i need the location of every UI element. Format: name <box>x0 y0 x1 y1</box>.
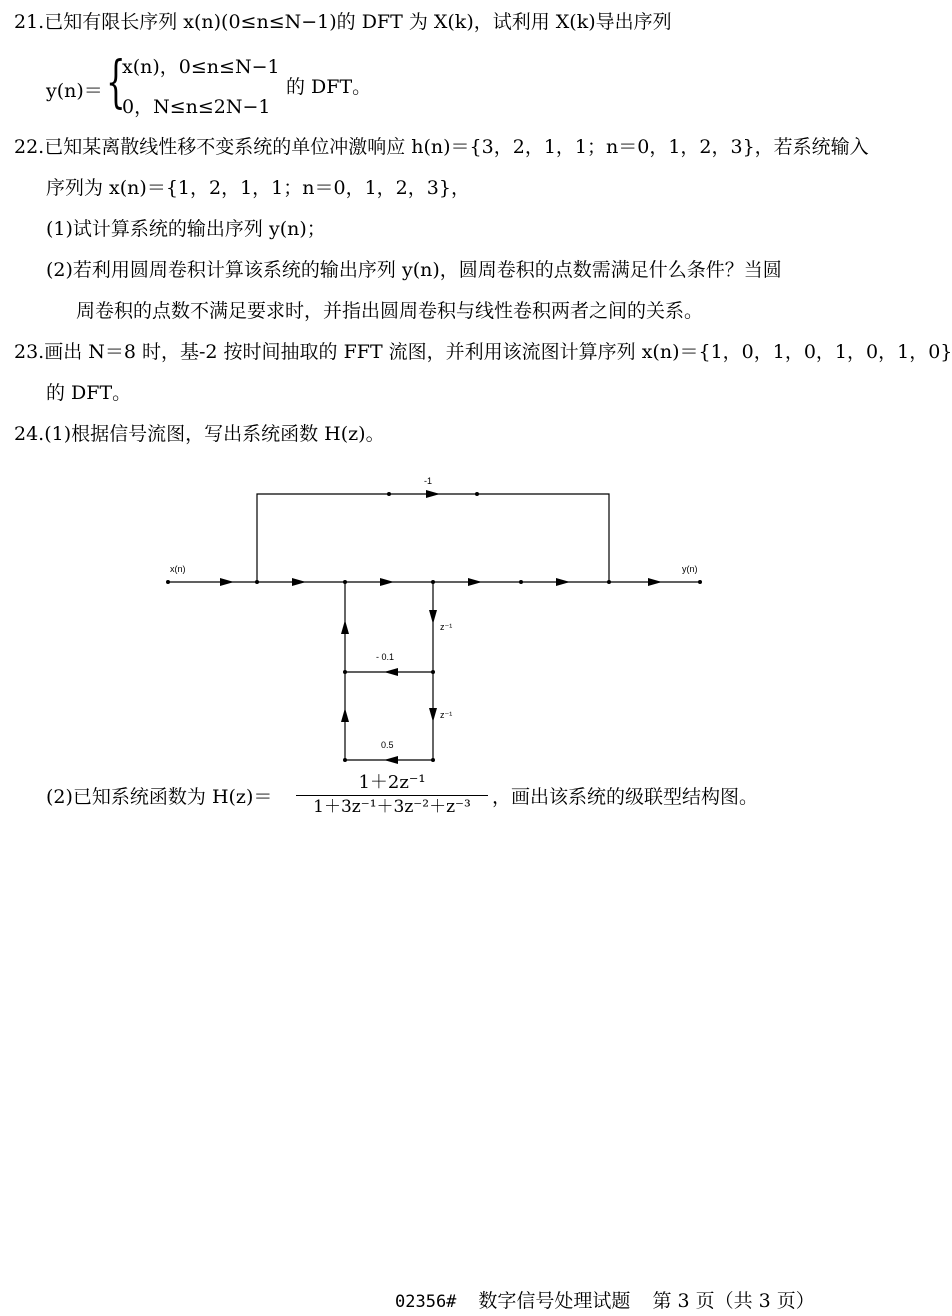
fraction-denominator: 1＋3z⁻¹＋3z⁻²＋z⁻³ <box>313 797 471 817</box>
brace-icon: { <box>106 50 126 115</box>
node <box>343 670 347 674</box>
exam-code: 02356# <box>395 1292 457 1312</box>
arrow-right-icon <box>380 578 394 586</box>
flowgraph-branches <box>168 494 700 760</box>
q23-line2: 的 DFT。 <box>46 382 132 404</box>
q21-suffix: 的 DFT。 <box>286 76 372 98</box>
q24-line1: 24.(1)根据信号流图，写出系统函数 H(z)。 <box>14 423 385 445</box>
arrow-left-icon <box>384 756 398 764</box>
arrow-right-icon <box>556 578 570 586</box>
node <box>343 758 347 762</box>
arrow-right-icon <box>426 490 440 498</box>
feedforward-branch <box>257 494 609 582</box>
q24-part2-suffix: ，画出该系统的级联型结构图。 <box>492 786 759 808</box>
arrow-right-icon <box>468 578 482 586</box>
arrow-left-icon <box>384 668 398 676</box>
q23-line1: 23.画出 N＝8 时，基-2 按时间抽取的 FFT 流图，并利用该流图计算序列 x(n)＝{1，0，1，0，1，0，1，0} <box>14 341 952 363</box>
node <box>343 580 347 584</box>
arrow-up-icon <box>341 708 349 722</box>
feedback-gain-label-1: - 0.1 <box>376 652 395 662</box>
arrow-down-icon <box>429 610 437 624</box>
q21-piecewise-definition <box>46 52 446 122</box>
q21-case1: x(n)，0≤n≤N−1 <box>122 56 280 78</box>
delay-label-1: z⁻¹ <box>440 622 453 632</box>
arrow-right-icon <box>220 578 234 586</box>
delay-label-2: z⁻¹ <box>440 710 453 720</box>
q22-part2-line1: (2)若利用圆周卷积计算该系统的输出序列 y(n)，圆周卷积的点数需满足什么条件？当圆 <box>46 259 782 281</box>
input-label: x(n) <box>170 564 186 574</box>
node-output <box>698 580 702 584</box>
node <box>519 580 523 584</box>
node <box>255 580 259 584</box>
node <box>431 580 435 584</box>
signal-flow-graph <box>160 470 720 770</box>
feedback-gain-label-2: 0.5 <box>381 740 394 750</box>
page-footer <box>395 1286 815 1313</box>
output-label: y(n) <box>682 564 698 574</box>
arrow-down-icon <box>429 708 437 722</box>
node-input <box>166 580 170 584</box>
q22-part2-line2: 周卷积的点数不满足要求时，并指出圆周卷积与线性卷积两者之间的关系。 <box>76 300 704 322</box>
node <box>475 492 479 496</box>
node <box>387 492 391 496</box>
exam-title: 数字信号处理试题 <box>478 1290 631 1312</box>
arrow-right-icon <box>292 578 306 586</box>
q21-case2: 0，N≤n≤2N−1 <box>122 96 271 118</box>
q21-lhs: y(n)＝ <box>46 80 103 102</box>
flowgraph-nodes <box>166 492 702 762</box>
q22-part1: (1)试计算系统的输出序列 y(n)； <box>46 218 326 240</box>
node <box>431 758 435 762</box>
q21-line1: 21.已知有限长序列 x(n)(0≤n≤N−1)的 DFT 为 X(k)，试利用 X(k)导出序列 <box>14 11 672 33</box>
fraction-numerator: 1＋2z⁻¹ <box>296 772 488 796</box>
arrow-up-icon <box>341 620 349 634</box>
q24-part2-prefix: (2)已知系统函数为 H(z)＝ <box>46 786 273 808</box>
feedforward-gain-label: -1 <box>424 476 433 486</box>
page-number: 第 3 页（共 3 页） <box>652 1290 815 1312</box>
arrow-right-icon <box>648 578 662 586</box>
node <box>431 670 435 674</box>
q22-line1: 22.已知某离散线性移不变系统的单位冲激响应 h(n)＝{3，2，1，1；n＝0，1，2，3}，若系统输入 <box>14 136 869 158</box>
transfer-function-fraction <box>296 772 488 818</box>
q22-line2: 序列为 x(n)＝{1，2，1，1；n＝0，1，2，3}， <box>46 177 470 199</box>
node <box>607 580 611 584</box>
